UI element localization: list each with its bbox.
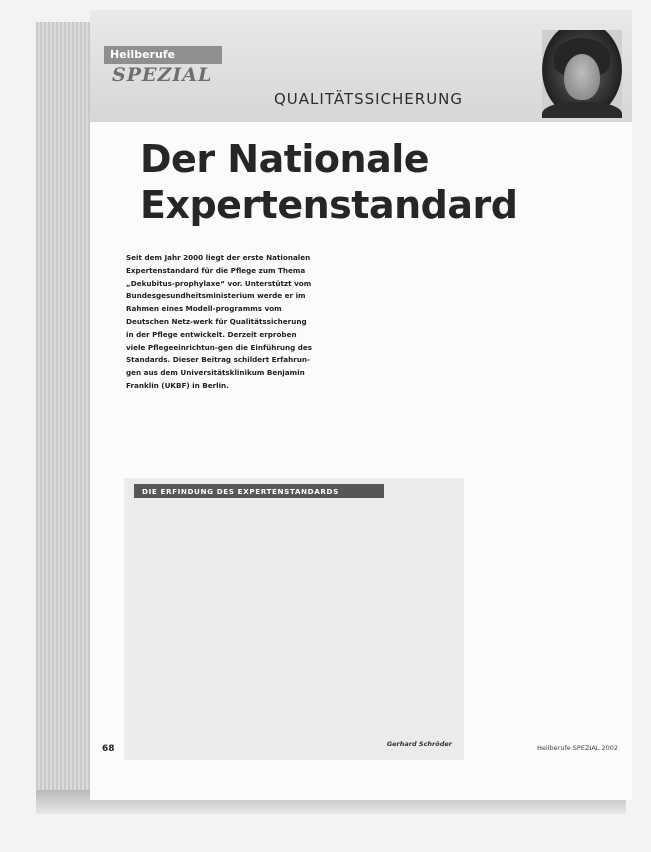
portrait-face bbox=[564, 54, 600, 100]
brand-logo bbox=[104, 46, 222, 104]
portrait-shoulders bbox=[542, 102, 622, 118]
info-box-heading: DIE ERFINDUNG DES EXPERTENSTANDARDS bbox=[134, 484, 384, 498]
info-box bbox=[124, 478, 464, 760]
title-line-2: Expertenstandard bbox=[140, 183, 518, 227]
page-header bbox=[90, 10, 632, 122]
info-box-signature: Gerhard Schröder bbox=[386, 740, 452, 748]
section-title: QUALITÄTSSICHERUNG bbox=[274, 90, 464, 108]
article-title bbox=[140, 136, 517, 228]
title-line-1: Der Nationale bbox=[140, 137, 430, 181]
footer-issue: Heilberufe SPEZIAL 2002 bbox=[537, 744, 618, 752]
magazine-page bbox=[90, 10, 632, 800]
brand-name: Heilberufe bbox=[104, 46, 222, 64]
author-portrait bbox=[542, 30, 622, 118]
brand-script: SPEZIAL bbox=[112, 64, 213, 86]
brand-tagline bbox=[104, 88, 222, 96]
page-number: 68 bbox=[102, 744, 115, 754]
lead-paragraph: Seit dem Jahr 2000 liegt der erste Nationalen Expertenstandard für die Pflege zum Thema „Dekubitus-prophylaxe“ vor. Unterstützt vom Bundesgesundheitsministerium werde er im Rahmen eines Modell-programms vom Deutschen Netz-werk für Qualitätssicherung in der Pflege entwickelt. Derzeit erproben viele Pflegeeinrichtun-gen die Einführung des Standards. Dieser Beitrag schildert Erfahrun-gen aus dem Universitätsklinikum Benjamin Franklin (UKBF) in Berlin. bbox=[126, 253, 313, 390]
